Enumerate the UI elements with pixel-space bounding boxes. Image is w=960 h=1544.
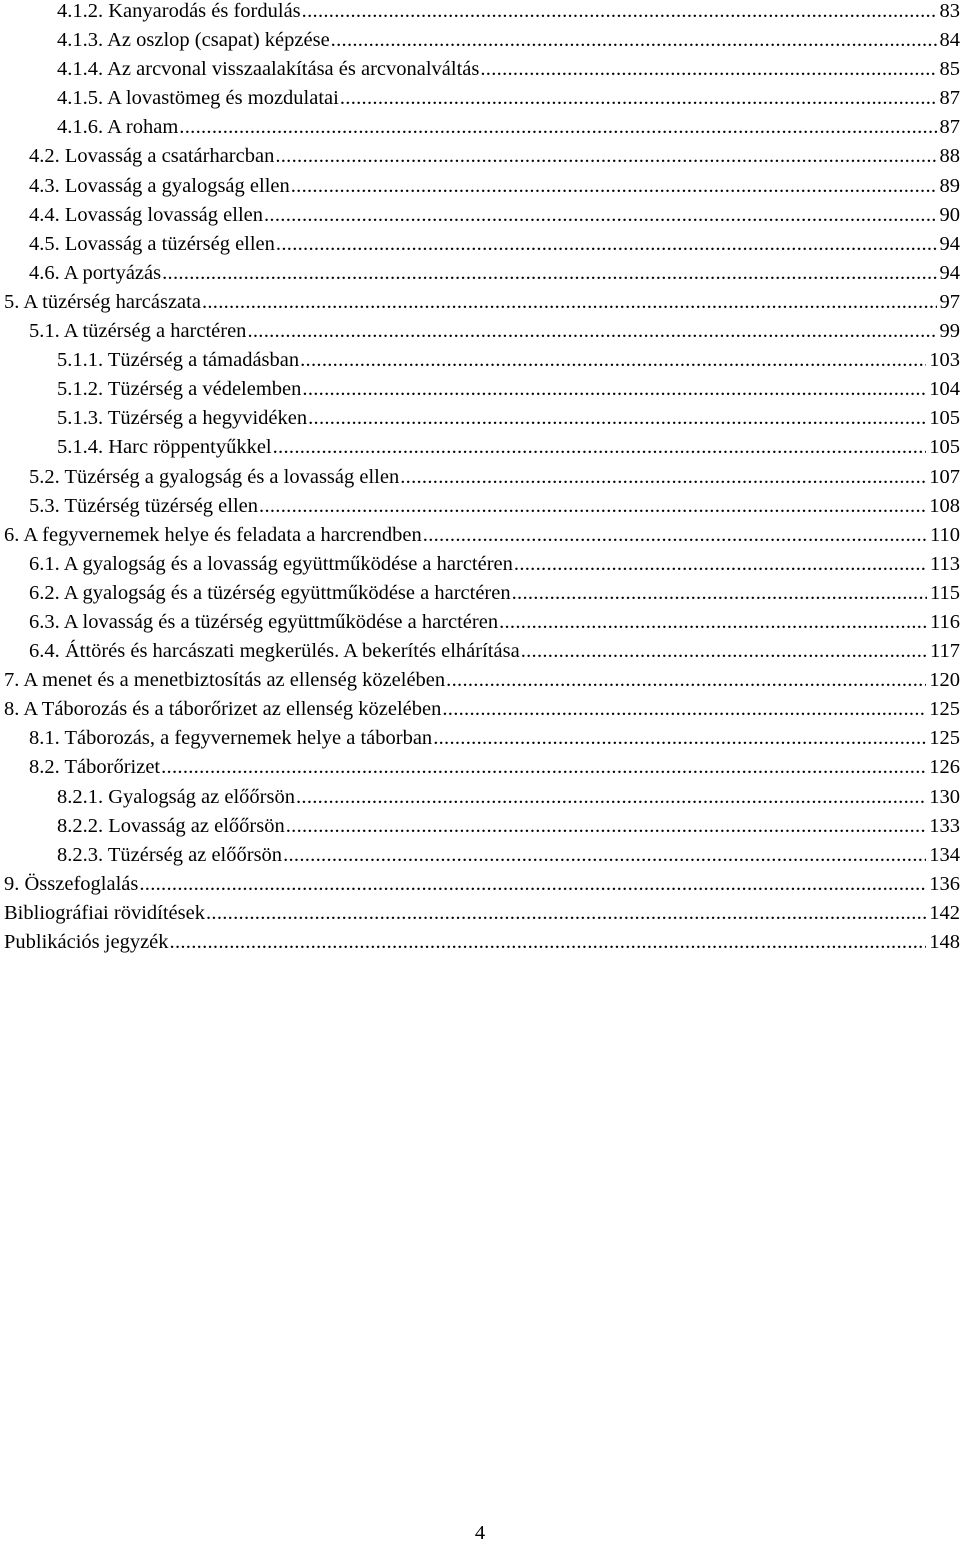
- toc-dot-leader: [302, 375, 926, 404]
- toc-entry-title: 4.2. Lovasság a csatárharcban: [29, 142, 274, 171]
- toc-entry[interactable]: [4, 724, 960, 753]
- toc-entry-page: 99: [940, 317, 960, 346]
- toc-entry[interactable]: [4, 870, 960, 899]
- toc-entry-page: 115: [930, 579, 960, 608]
- toc-entry[interactable]: [4, 113, 960, 142]
- toc-entry-page: 110: [930, 521, 960, 550]
- toc-dot-leader: [442, 695, 926, 724]
- toc-entry-page: 125: [929, 724, 960, 753]
- toc-entry-page: 113: [930, 550, 960, 579]
- toc-dot-leader: [275, 142, 936, 171]
- toc-dot-leader: [521, 637, 927, 666]
- toc-dot-leader: [514, 550, 927, 579]
- toc-entry[interactable]: [4, 521, 960, 550]
- toc-entry[interactable]: [4, 84, 960, 113]
- toc-entry[interactable]: [4, 288, 960, 317]
- toc-dot-leader: [302, 0, 937, 26]
- toc-dot-leader: [446, 666, 926, 695]
- toc-entry[interactable]: [4, 928, 960, 957]
- toc-entry-title: 8.2.1. Gyalogság az előőrsön: [57, 783, 295, 812]
- toc-entry-page: 117: [930, 637, 960, 666]
- toc-entry[interactable]: [4, 230, 960, 259]
- toc-entry[interactable]: [4, 637, 960, 666]
- toc-entry-title: 4.6. A portyázás: [29, 259, 161, 288]
- toc-dot-leader: [512, 579, 927, 608]
- toc-entry-page: 90: [940, 201, 960, 230]
- toc-entry[interactable]: [4, 492, 960, 521]
- toc-dot-leader: [433, 724, 926, 753]
- toc-entry-title: 4.1.4. Az arcvonal visszaalakítása és arcvonalváltás: [57, 55, 479, 84]
- toc-entry[interactable]: [4, 259, 960, 288]
- toc-entry-title: 5. A tüzérség harcászata: [4, 288, 201, 317]
- toc-dot-leader: [499, 608, 927, 637]
- toc-entry-page: 120: [929, 666, 960, 695]
- toc-entry[interactable]: [4, 783, 960, 812]
- toc-entry-title: Bibliográfiai rövidítések: [4, 899, 205, 928]
- toc-entry-page: 142: [929, 899, 960, 928]
- toc-dot-leader: [480, 55, 936, 84]
- toc-entry-title: 4.1.6. A roham: [57, 113, 178, 142]
- toc-entry-page: 94: [940, 259, 960, 288]
- toc-entry-title: 5.2. Tüzérség a gyalogság és a lovasság ellen: [29, 463, 399, 492]
- toc-entry-title: 5.1.4. Harc röppentyűkkel: [57, 433, 272, 462]
- toc-entry-page: 97: [940, 288, 960, 317]
- toc-entry-page: 133: [929, 812, 960, 841]
- toc-entry-title: 4.1.3. Az oszlop (csapat) képzése: [57, 26, 330, 55]
- page-number: 4: [0, 1522, 960, 1544]
- toc-entry-title: 6. A fegyvernemek helye és feladata a harcrendben: [4, 521, 422, 550]
- toc-entry-title: 9. Összefoglalás: [4, 870, 138, 899]
- toc-entry[interactable]: [4, 0, 960, 26]
- toc-dot-leader: [283, 841, 926, 870]
- toc-entry-title: 7. A menet és a menetbiztosítás az ellenség közelében: [4, 666, 445, 695]
- toc-entry-page: 130: [929, 783, 960, 812]
- toc-entry-page: 116: [930, 608, 960, 637]
- toc-entry-title: 4.5. Lovasság a tüzérség ellen: [29, 230, 275, 259]
- toc-dot-leader: [300, 346, 926, 375]
- toc-entry-page: 108: [929, 492, 960, 521]
- toc-dot-leader: [331, 26, 937, 55]
- toc-entry-page: 83: [940, 0, 960, 26]
- toc-entry-title: 6.3. A lovasság és a tüzérség együttműködése a harctéren: [29, 608, 498, 637]
- toc-entry-page: 125: [929, 695, 960, 724]
- toc-entry-page: 85: [940, 55, 960, 84]
- toc-entry[interactable]: [4, 317, 960, 346]
- toc-dot-leader: [264, 201, 937, 230]
- toc-entry-title: 4.1.2. Kanyarodás és fordulás: [57, 0, 301, 26]
- toc-entry[interactable]: [4, 142, 960, 171]
- toc-entry-page: 84: [940, 26, 960, 55]
- toc-dot-leader: [259, 492, 926, 521]
- toc-entry-page: 126: [929, 753, 960, 782]
- toc-entry-page: 136: [929, 870, 960, 899]
- toc-entry[interactable]: [4, 172, 960, 201]
- toc-entry-page: 107: [929, 463, 960, 492]
- toc-entry-title: 4.4. Lovasság lovasság ellen: [29, 201, 263, 230]
- toc-entry-page: 94: [940, 230, 960, 259]
- toc-entry-page: 104: [929, 375, 960, 404]
- toc-entry[interactable]: [4, 812, 960, 841]
- toc-entry[interactable]: [4, 404, 960, 433]
- toc-dot-leader: [423, 521, 927, 550]
- toc-dot-leader: [161, 753, 926, 782]
- toc-dot-leader: [340, 84, 937, 113]
- toc-entry-page: 103: [929, 346, 960, 375]
- toc-entry-title: 6.2. A gyalogság és a tüzérség együttműködése a harctéren: [29, 579, 511, 608]
- toc-dot-leader: [139, 870, 926, 899]
- toc-entry[interactable]: [4, 666, 960, 695]
- toc-entry-title: Publikációs jegyzék: [4, 928, 169, 957]
- toc-dot-leader: [162, 259, 936, 288]
- toc-entry-title: 6.4. Áttörés és harcászati megkerülés. A bekerítés elhárítása: [29, 637, 520, 666]
- toc-entry[interactable]: [4, 201, 960, 230]
- toc-entry-title: 6.1. A gyalogság és a lovasság együttműködése a harctéren: [29, 550, 513, 579]
- toc-entry[interactable]: [4, 375, 960, 404]
- toc-entry-page: 148: [929, 928, 960, 957]
- toc-entry[interactable]: [4, 579, 960, 608]
- toc-entry[interactable]: [4, 695, 960, 724]
- toc-entry-title: 4.3. Lovasság a gyalogság ellen: [29, 172, 290, 201]
- toc-entry-title: 5.1.3. Tüzérség a hegyvidéken: [57, 404, 307, 433]
- toc-entry-page: 88: [940, 142, 960, 171]
- toc-entry-title: 8.2. Táborőrizet: [29, 753, 160, 782]
- toc-dot-leader: [291, 172, 937, 201]
- toc-dot-leader: [286, 812, 927, 841]
- table-of-contents: [4, 0, 960, 957]
- toc-entry-page: 87: [940, 84, 960, 113]
- toc-entry-page: 105: [929, 433, 960, 462]
- toc-dot-leader: [179, 113, 936, 142]
- toc-entry-page: 134: [929, 841, 960, 870]
- toc-entry[interactable]: [4, 550, 960, 579]
- toc-entry-title: 5.1.2. Tüzérség a védelemben: [57, 375, 301, 404]
- toc-entry[interactable]: [4, 433, 960, 462]
- toc-dot-leader: [206, 899, 926, 928]
- toc-dot-leader: [296, 783, 926, 812]
- toc-dot-leader: [276, 230, 937, 259]
- toc-dot-leader: [247, 317, 936, 346]
- toc-entry-title: 8. A Táborozás és a táborőrizet az ellenség közelében: [4, 695, 441, 724]
- toc-entry-page: 89: [940, 172, 960, 201]
- toc-entry-title: 5.3. Tüzérség tüzérség ellen: [29, 492, 258, 521]
- toc-entry-page: 105: [929, 404, 960, 433]
- toc-entry[interactable]: [4, 55, 960, 84]
- toc-entry-title: 4.1.5. A lovastömeg és mozdulatai: [57, 84, 339, 113]
- toc-dot-leader: [273, 433, 927, 462]
- toc-entry[interactable]: [4, 841, 960, 870]
- toc-entry-title: 8.2.2. Lovasság az előőrsön: [57, 812, 285, 841]
- toc-entry-title: 5.1. A tüzérség a harctéren: [29, 317, 246, 346]
- toc-entry[interactable]: [4, 463, 960, 492]
- toc-entry[interactable]: [4, 899, 960, 928]
- toc-entry-page: 87: [940, 113, 960, 142]
- toc-entry-title: 8.1. Táborozás, a fegyvernemek helye a táborban: [29, 724, 432, 753]
- toc-dot-leader: [400, 463, 926, 492]
- toc-entry-title: 8.2.3. Tüzérség az előőrsön: [57, 841, 282, 870]
- toc-entry[interactable]: [4, 26, 960, 55]
- toc-entry-title: 5.1.1. Tüzérség a támadásban: [57, 346, 299, 375]
- toc-dot-leader: [308, 404, 926, 433]
- toc-entry[interactable]: [4, 753, 960, 782]
- toc-dot-leader: [170, 928, 927, 957]
- toc-entry[interactable]: [4, 608, 960, 637]
- toc-entry[interactable]: [4, 346, 960, 375]
- toc-dot-leader: [202, 288, 937, 317]
